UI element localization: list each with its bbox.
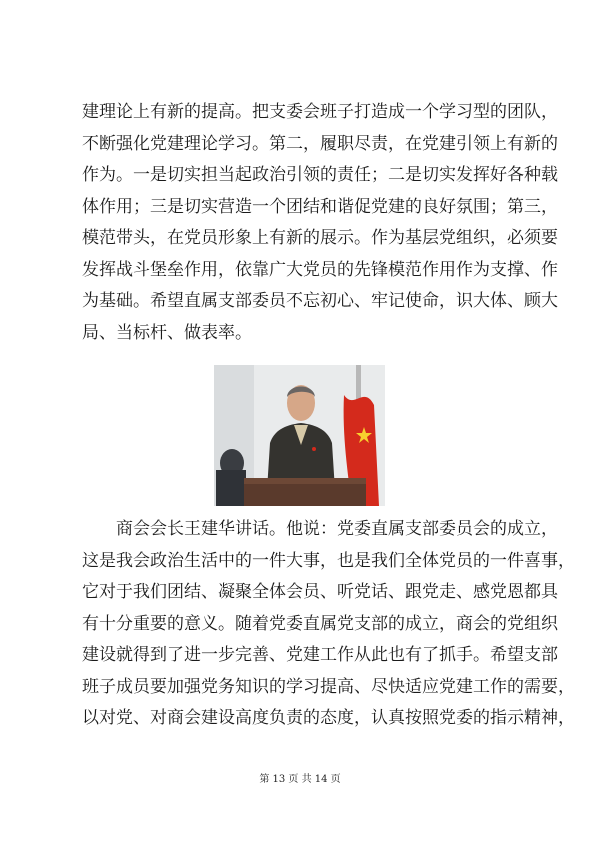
- paragraph-line: 发挥战斗堡垒作用，依靠广大党员的先锋模范作用作为支撑、作: [82, 259, 558, 280]
- paragraph-line: 班子成员要加强党务知识的学习提高、尽快适应党建工作的需要，: [82, 676, 575, 697]
- audience-person-body: [216, 470, 246, 506]
- paragraph-line: 商会会长王建华讲话。他说：党委直属支部委员会的成立，: [116, 519, 558, 539]
- podium: [244, 478, 366, 506]
- paragraph-line: 不断强化党建理论学习。第二，履职尽责，在党建引领上有新的: [82, 133, 558, 154]
- paragraph-line: 这是我会政治生活中的一件大事，也是我们全体党员的一件喜事，: [82, 550, 575, 571]
- paragraph-line: 作为。一是切实担当起政治引领的责任；二是切实发挥好各种载: [82, 165, 558, 185]
- paragraph-line: 体作用；三是切实营造一个团结和谐促党建的良好氛围；第三，: [82, 196, 558, 217]
- podium-body: [244, 482, 366, 506]
- party-badge: [312, 447, 316, 451]
- speaker-photo-illustration: [214, 365, 385, 506]
- paragraph-line: 局、当标杆、做表率。: [82, 322, 252, 343]
- paragraph-1: [82, 97, 558, 349]
- paragraph-line: 它对于我们团结、凝聚全体会员、听党话、跟党走、感党恩都具: [82, 582, 558, 602]
- podium-top: [244, 478, 366, 484]
- page-footer: [0, 770, 600, 785]
- paragraph-line: 以对党、对商会建设高度负责的态度，认真按照党委的指示精神，: [82, 708, 575, 728]
- page-number: 第 13 页 共 14 页: [259, 774, 341, 785]
- paragraph-line: 有十分重要的意义。随着党委直属党支部的成立，商会的党组织: [82, 613, 558, 634]
- speaker-photo: [214, 365, 385, 506]
- paragraph-line: 建理论上有新的提高。把支委会班子打造成一个学习型的团队，: [82, 102, 558, 122]
- paragraph-line: 建设就得到了进一步完善、党建工作从此也有了抓手。希望支部: [82, 645, 558, 665]
- paragraph-2: [82, 514, 575, 735]
- paragraph-line: 模范带头，在党员形象上有新的展示。作为基层党组织，必须要: [82, 228, 558, 248]
- paragraph-line: 为基础。希望直属支部委员不忘初心、牢记使命，识大体、顾大: [82, 291, 558, 311]
